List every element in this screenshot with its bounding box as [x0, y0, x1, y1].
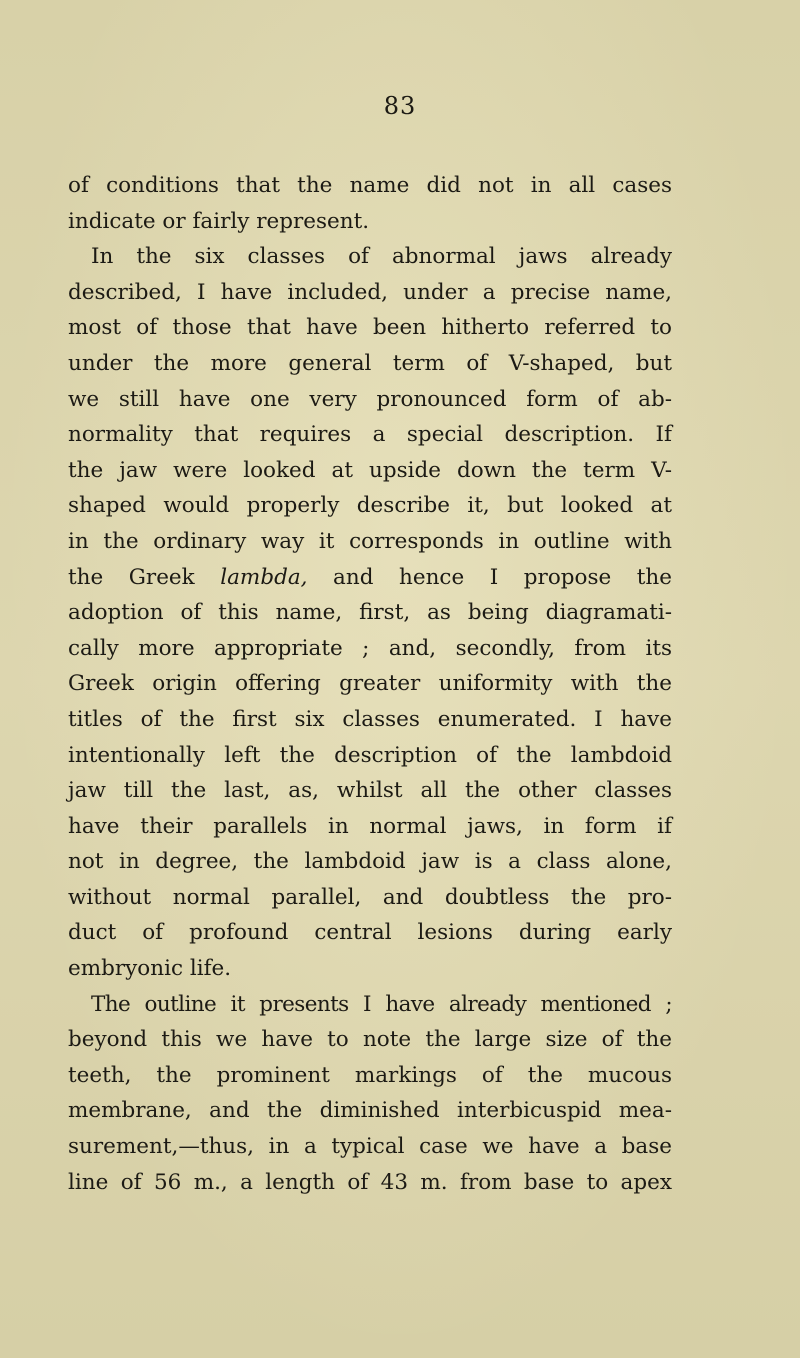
- text-fragment: and hence I propose the: [333, 564, 672, 590]
- text-line: intentionally left the description of the lambdoid: [68, 742, 672, 768]
- text-line: described, I have included, under a precise name,: [68, 279, 672, 305]
- text-line: beyond this we have to note the large size of the: [68, 1027, 672, 1053]
- text-line: of conditions that the name did not in all cases: [68, 173, 672, 198]
- text-line: without normal parallel, and doubtless the pro-: [68, 884, 672, 910]
- text-line: most of those that have been hitherto referred to: [68, 315, 672, 341]
- text-line: shaped would properly describe it, but looked at: [68, 493, 672, 519]
- text-line: we still have one very pronounced form of ab-: [68, 386, 672, 412]
- text-fragment: the Greek: [68, 564, 195, 590]
- text-line: not in degree, the lambdoid jaw is a class alone,: [68, 849, 672, 875]
- text-line: membrane, and the diminished interbicuspid mea-: [68, 1098, 672, 1124]
- text-line: line of 56 m., a length of 43 m. from base to apex: [68, 1169, 672, 1195]
- text-line: Greek origin offering greater uniformity with the: [68, 671, 672, 697]
- text-line: in the ordinary way it corresponds in outline with: [68, 528, 672, 554]
- text-line: cally more appropriate ; and, secondly, from its: [68, 635, 672, 661]
- text-line: adoption of this name, first, as being diagramati-: [68, 600, 672, 626]
- text-line-with-italic: [68, 560, 672, 596]
- text-line: normality that requires a special description. If: [68, 422, 672, 448]
- text-line: indicate or fairly represent.: [68, 208, 370, 234]
- paragraph-start-line: The outline it presents I have already mentioned ;: [91, 991, 672, 1017]
- body-text: [68, 168, 672, 1200]
- text-line: jaw till the last, as, whilst all the other classes: [68, 778, 672, 804]
- text-line: under the more general term of V-shaped, but: [68, 350, 672, 376]
- text-line: surement,—thus, in a typical case we have a base: [68, 1134, 672, 1160]
- italic-term-lambda: lambda,: [220, 564, 308, 590]
- text-line: titles of the first six classes enumerated. I have: [68, 706, 672, 732]
- page-number: 83: [383, 92, 417, 120]
- text-line: the jaw were looked at upside down the term V-: [68, 457, 672, 483]
- text-line: duct of profound central lesions during early: [68, 920, 672, 946]
- text-line: have their parallels in normal jaws, in form if: [68, 813, 672, 839]
- text-line: embryonic life.: [68, 956, 232, 982]
- paragraph-start-line: In the six classes of abnormal jaws already: [91, 244, 672, 270]
- text-line: teeth, the prominent markings of the mucous: [68, 1062, 672, 1088]
